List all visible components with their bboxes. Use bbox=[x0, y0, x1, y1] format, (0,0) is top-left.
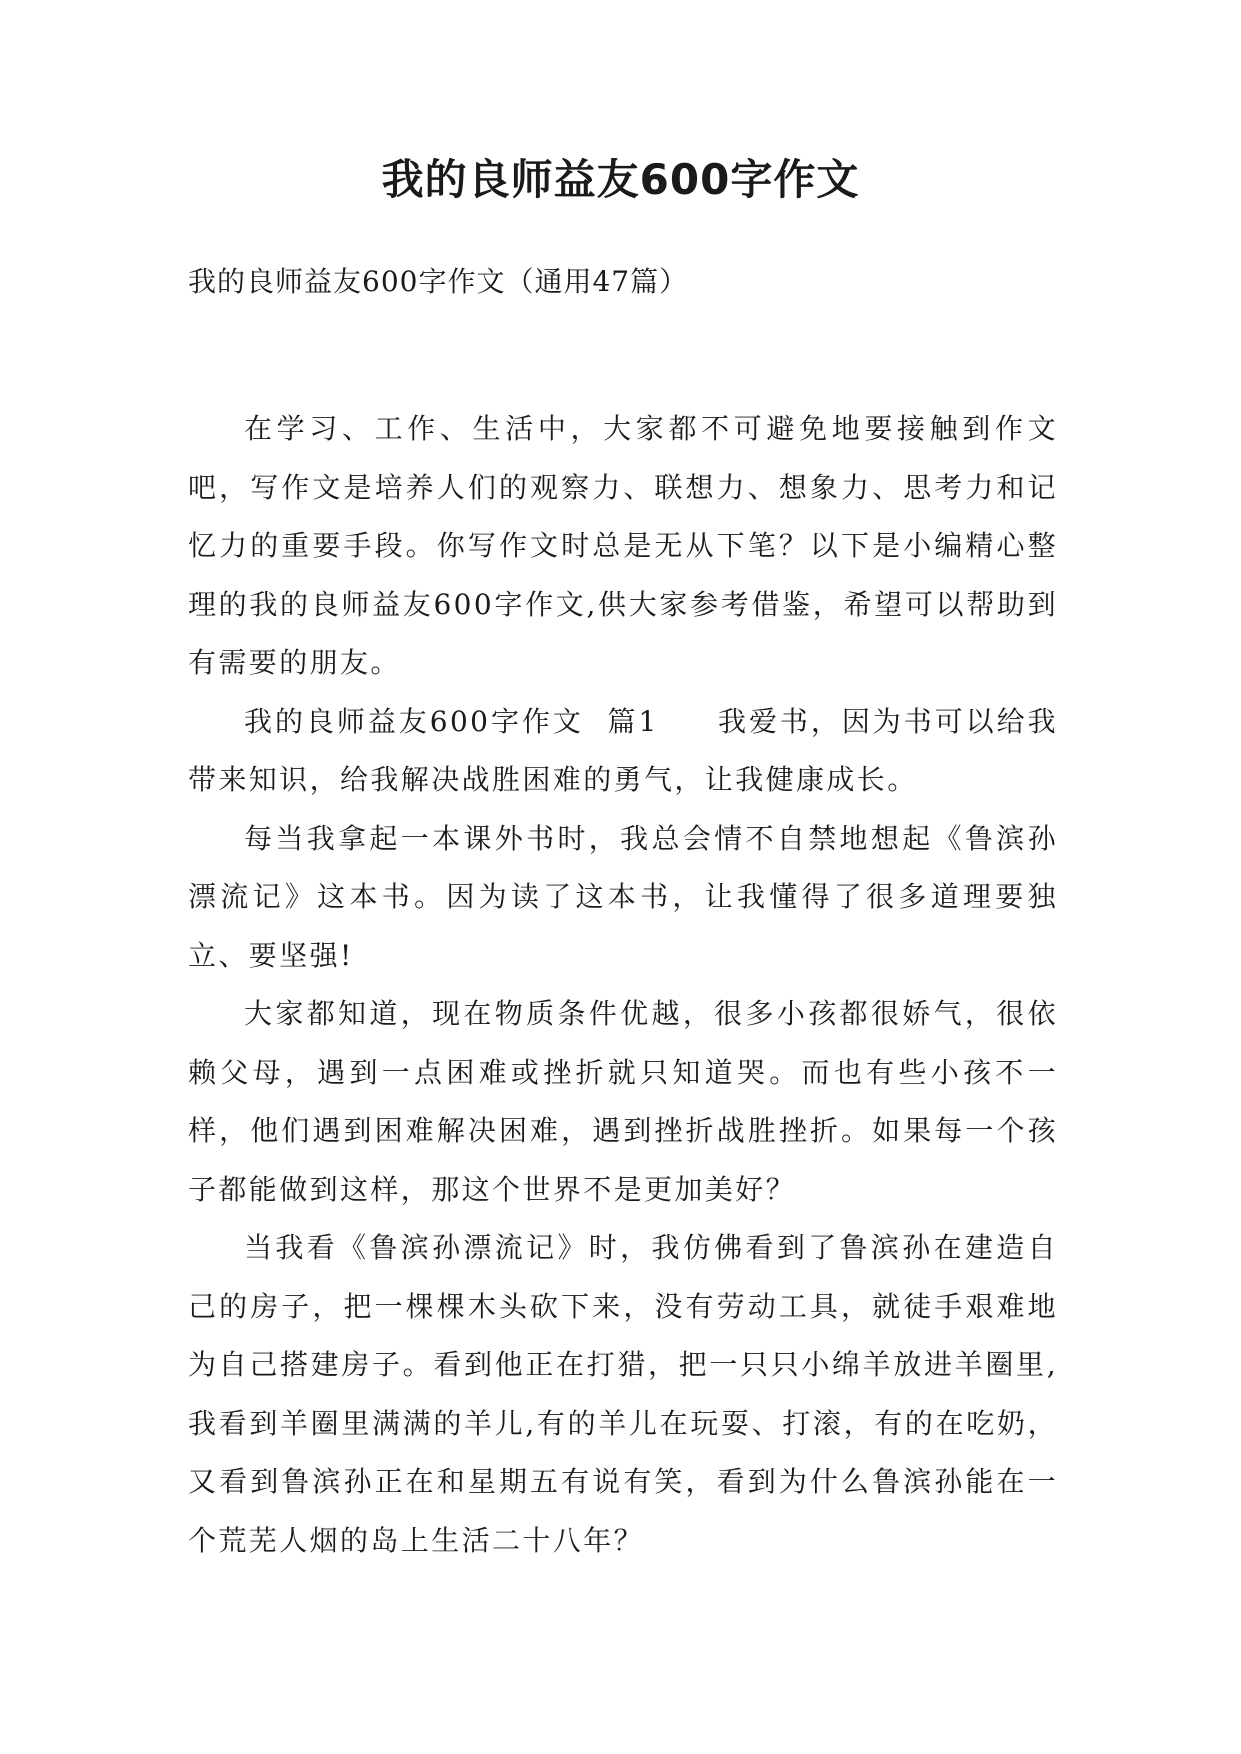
paragraph-book-memory: 每当我拿起一本课外书时，我总会情不自禁地想起《鲁滨孙漂流记》这本书。因为读了这本书，让我懂得了很多道理要独立、要坚强! bbox=[188, 821, 1058, 972]
paragraph-robinson: 当我看《鲁滨孙漂流记》时，我仿佛看到了鲁滨孙在建造自己的房子，把一棵棵木头砍下来，没有劳动工具，就徒手艰难地为自己搭建房子。看到他正在打猎，把一只只小绵羊放进羊圈里,我看到羊圈里满满的羊儿,有的羊儿在玩耍、打滚，有的在吃奶，又看到鲁滨孙正在和星期五有说有笑，看到为什么鲁滨孙能在一个荒芜人烟的岛上生活二十八年？ bbox=[188, 1231, 1058, 1557]
document-subtitle: 我的良师益友600字作文（通用47篇） bbox=[188, 265, 689, 298]
paragraph-children: 大家都知道，现在物质条件优越，很多小孩都很娇气，很依赖父母，遇到一点困难或挫折就只知道哭。而也有些小孩不一样，他们遇到困难解决困难，遇到挫折战胜挫折。如果每一个孩子都能做到这样，那这个世界不是更加美好？ bbox=[188, 997, 1058, 1206]
paragraph-intro: 在学习、工作、生活中，大家都不可避免地要接触到作文吧，写作文是培养人们的观察力、联想力、想象力、思考力和记忆力的重要手段。你写作文时总是无从下笔？以下是小编精心整理的我的良师益友600字作文,供大家参考借鉴，希望可以帮助到有需要的朋友。 bbox=[188, 412, 1058, 679]
document-title: 我的良师益友600字作文 bbox=[381, 155, 860, 204]
paragraph-article-1-opening: 我的良师益友600字作文 篇1 我爱书，因为书可以给我带来知识，给我解决战胜困难的勇气，让我健康成长。 bbox=[188, 704, 1058, 796]
document-body bbox=[188, 400, 1058, 1570]
